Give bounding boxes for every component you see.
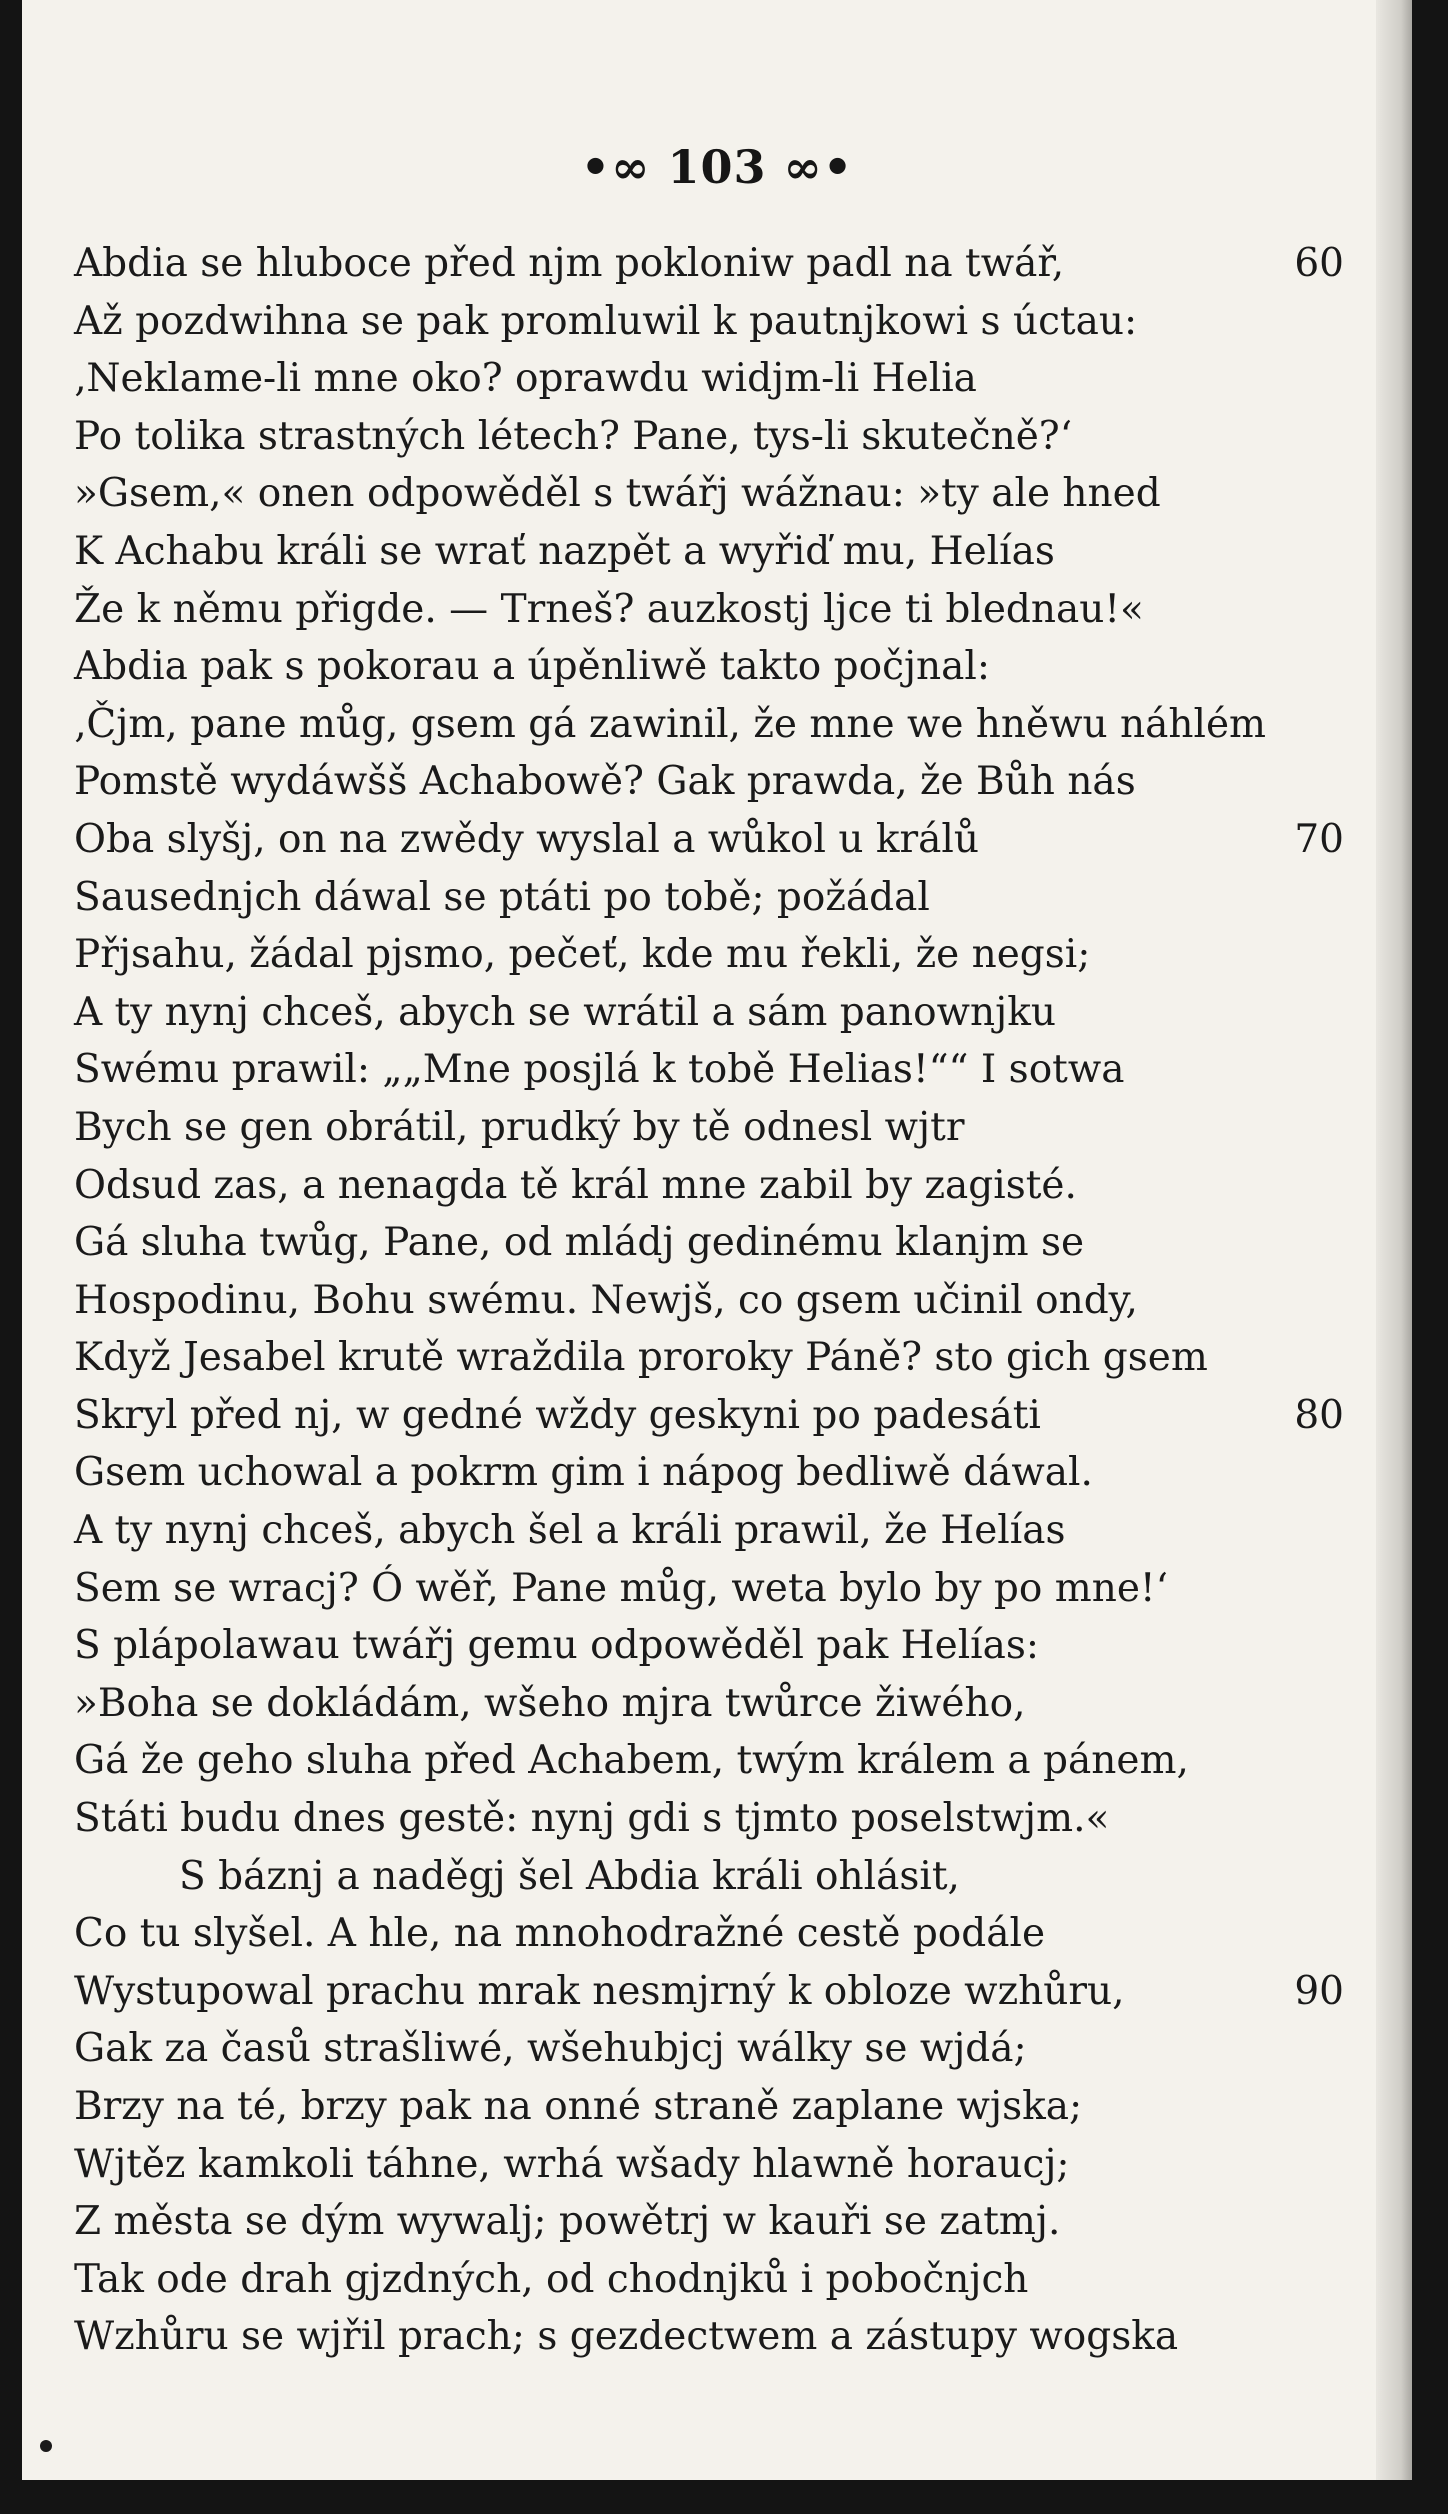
verse-text: S báznj a naděgj šel Abdia králi ohlásit, [179, 1853, 960, 1899]
verse-line [74, 1272, 1344, 1330]
verse-text: Abdia pak s pokorau a úpěnliwě takto počjnal: [74, 644, 991, 690]
verse-text: Sem se wracj? Ó wěř, Pane můg, weta bylo by po mne!‘ [74, 1565, 1168, 1611]
verse-text: Když Jesabel krutě wraždila proroky Páně? sto gich gsem [74, 1335, 1208, 1381]
verse-text: Státi budu dnes gestě: nynj gdi s tjmto poselstwjm.« [74, 1796, 1110, 1842]
verse-line [74, 1157, 1344, 1215]
verse-text: »Boha se dokládám, wšeho mjra twůrce žiwého, [74, 1680, 1026, 1726]
verse-text: S plápolawau twářj gemu odpowěděl pak Helías: [74, 1623, 1040, 1669]
page-number: •∞ 103 ∞• [580, 140, 854, 194]
verse-line [74, 1617, 1344, 1675]
verse-text: Abdia se hluboce před njm pokloniw padl na twář, [74, 241, 1065, 286]
verse-line [74, 1329, 1344, 1387]
verse-line [74, 1444, 1344, 1502]
verse-line [74, 1502, 1344, 1560]
verse-line [74, 1790, 1344, 1848]
verse-text: A ty nynj chceš, abych šel a králi prawil, že Helías [74, 1508, 1066, 1554]
verse-text: Skryl před nj, w gedné wždy geskyni po padesáti [74, 1392, 1041, 1438]
verse-text: Z města se dým wywalj; powětrj w kauři se zatmj. [74, 2199, 1061, 2245]
verse-text: Po tolika strastných létech? Pane, tys-li skutečně?‘ [74, 413, 1073, 459]
verse-text: Odsud zas, a nenagda tě král mne zabil by zagisté. [74, 1162, 1077, 1208]
verse-line [74, 1905, 1344, 1963]
verse-line [74, 2078, 1344, 2136]
verse-text: Hospodinu, Bohu swému. Newjš, co gsem učinil ondy, [74, 1277, 1138, 1323]
verse-line [74, 638, 1344, 696]
ink-dot [40, 2440, 52, 2452]
verse-line [74, 1099, 1344, 1157]
verse-text: Gsem uchowal a pokrm gim i nápog bedliwě dáwal. [74, 1450, 1093, 1496]
line-number: 70 [1294, 816, 1344, 862]
line-number: 90 [1294, 1968, 1344, 2014]
verse-text: Wjtěz kamkoli táhne, wrhá wšady hlawně horaucj; [74, 2141, 1070, 2187]
verse-line [74, 2020, 1344, 2078]
page-edge-shadow [1376, 0, 1412, 2480]
verse-line [74, 2308, 1344, 2366]
verse-line [74, 926, 1344, 984]
poem-text [74, 235, 1344, 2366]
verse-text: Swému prawil: „„Mne posjlá k tobě Helias!““ I sotwa [74, 1047, 1125, 1093]
verse-text: Gá že geho sluha před Achabem, twým králem a pánem, [74, 1738, 1189, 1784]
verse-text: ‚Čjm, pane můg, gsem gá zawinil, že mne we hněwu náhlém [74, 701, 1267, 747]
verse-text: Gak za časů strašliwé, wšehubjcj wálky se wjdá; [74, 2026, 1027, 2072]
book-page [22, 0, 1412, 2480]
verse-text: A ty nynj chceš, abych se wrátil a sám panownjku [74, 989, 1056, 1035]
verse-text: Brzy na té, brzy pak na onné straně zaplane wjska; [74, 2084, 1083, 2129]
verse-line [74, 2251, 1344, 2309]
verse-text: Že k němu přigde. — Trneš? auzkostj ljce ti blednau!« [74, 586, 1144, 632]
verse-text: Oba slyšj, on na zwědy wyslal a wůkol u králů [74, 816, 979, 862]
verse-line [74, 2136, 1344, 2194]
line-number: 80 [1294, 1392, 1344, 1438]
verse-line [74, 1560, 1344, 1618]
verse-line [74, 1963, 1344, 2021]
verse-text: ‚Neklame-li mne oko? oprawdu widjm-li Helia [74, 356, 977, 402]
verse-line [74, 984, 1344, 1042]
verse-text: Přjsahu, žádal pjsmo, pečeť, kde mu řekli, že negsi; [74, 932, 1091, 978]
verse-text: Až pozdwihna se pak promluwil k pautnjkowi s úctau: [74, 298, 1138, 344]
verse-line [74, 1214, 1344, 1272]
verse-line [74, 1675, 1344, 1733]
verse-text: Pomstě wydáwšš Achabowě? Gak prawda, že Bůh nás [74, 759, 1136, 805]
verse-line [74, 465, 1344, 523]
verse-line [74, 1387, 1344, 1445]
verse-line [74, 696, 1344, 754]
verse-line [74, 869, 1344, 927]
line-number: 60 [1294, 241, 1344, 286]
verse-line [74, 1041, 1344, 1099]
verse-line [74, 811, 1344, 869]
verse-line [74, 753, 1344, 811]
verse-line [74, 235, 1344, 293]
verse-text: Tak ode drah gjzdných, od chodnjků i pobočnjch [74, 2256, 1029, 2302]
verse-line [74, 408, 1344, 466]
verse-text: Gá sluha twůg, Pane, od mládj gedinému klanjm se [74, 1220, 1085, 1266]
verse-text: Wystupowal prachu mrak nesmjrný k obloze wzhůru, [74, 1968, 1125, 2014]
verse-line [74, 581, 1344, 639]
verse-line [74, 2193, 1344, 2251]
verse-line [74, 1848, 1344, 1906]
verse-text: »Gsem,« onen odpowěděl s twářj wážnau: »ty ale hned [74, 471, 1161, 517]
verse-line [74, 293, 1344, 351]
verse-text: Co tu slyšel. A hle, na mnohodražné cestě podále [74, 1911, 1046, 1957]
verse-text: Sausednjch dáwal se ptáti po tobě; požádal [74, 874, 930, 920]
verse-text: K Achabu králi se wrať nazpět a wyřiď mu, Helías [74, 528, 1055, 574]
verse-line [74, 1732, 1344, 1790]
verse-line [74, 523, 1344, 581]
verse-text: Wzhůru se wjřil prach; s gezdectwem a zástupy wogska [74, 2314, 1179, 2360]
verse-text: Bych se gen obrátil, prudký by tě odnesl wjtr [74, 1104, 965, 1150]
verse-line [74, 350, 1344, 408]
